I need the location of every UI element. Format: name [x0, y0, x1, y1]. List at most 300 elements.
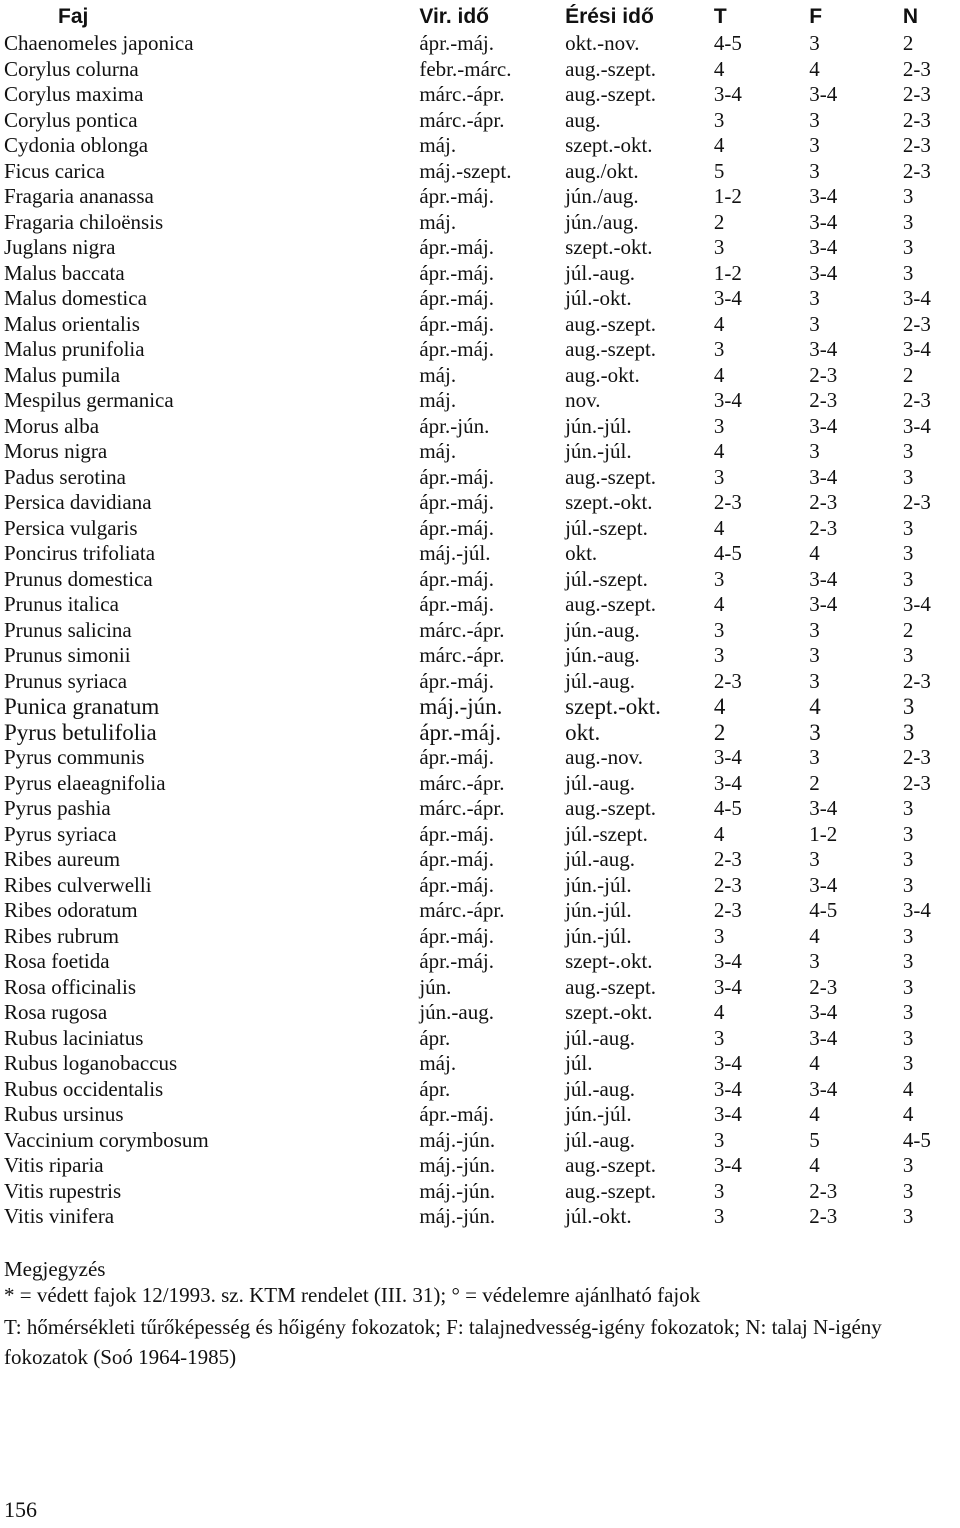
- cell-n: 4: [902, 1102, 914, 1126]
- cell-eresi-ido: aug.-szept.: [565, 337, 657, 361]
- cell-vir-ido: márc.-ápr.: [419, 643, 505, 667]
- cell-eresi-ido: júl.-aug.: [565, 1127, 636, 1152]
- cell-t: 4: [713, 515, 725, 540]
- cell-n: 3: [902, 923, 914, 948]
- cell-n: 3: [902, 974, 914, 999]
- cell-n: 3: [902, 260, 914, 285]
- cell-f: 4: [809, 694, 821, 719]
- table-header-row: [4, 4, 960, 31]
- cell-faj: Chaenomeles japonica: [4, 31, 194, 55]
- cell-eresi-ido: okt.: [565, 541, 598, 565]
- cell-vir-ido: jún.-aug.: [419, 1000, 494, 1024]
- cell-faj: Corylus maxima: [4, 82, 144, 106]
- cell-f: 3-4: [809, 1076, 838, 1101]
- cell-n: 2-3: [902, 311, 931, 336]
- cell-faj: Pyrus pashia: [4, 796, 111, 820]
- cell-t: 3-4: [713, 82, 742, 106]
- table-row: [4, 898, 960, 924]
- cell-t: 5: [713, 158, 725, 183]
- cell-eresi-ido: júl.-aug.: [565, 770, 636, 795]
- header-t: T: [713, 5, 727, 28]
- header-n: N: [902, 5, 918, 28]
- cell-f: 3: [809, 643, 820, 667]
- cell-faj: Pyrus syriaca: [4, 821, 117, 846]
- cell-eresi-ido: szept.-okt.: [565, 133, 653, 157]
- cell-f: 3: [809, 847, 820, 871]
- cell-n: 3: [902, 949, 914, 973]
- cell-vir-ido: ápr.-máj.: [419, 745, 494, 769]
- cell-vir-ido: máj.-jún.: [419, 694, 503, 719]
- table-row: [4, 1179, 960, 1205]
- cell-n: 3: [902, 1025, 914, 1050]
- cell-f: 3-4: [809, 1025, 838, 1050]
- cell-eresi-ido: aug.-szept.: [565, 56, 657, 81]
- cell-f: 3: [809, 668, 820, 693]
- cell-t: 3-4: [713, 286, 742, 310]
- table-row: [4, 82, 960, 108]
- cell-n: 3: [902, 209, 914, 234]
- cell-vir-ido: márc.-ápr.: [419, 617, 505, 642]
- cell-f: 4: [809, 541, 820, 565]
- cell-t: 3-4: [713, 770, 742, 795]
- cell-n: 2-3: [902, 158, 931, 183]
- cell-n: 3: [902, 541, 914, 565]
- cell-n: 3: [902, 821, 914, 846]
- cell-t: 3-4: [713, 949, 742, 973]
- notes-heading: Megjegyzés: [4, 1257, 106, 1281]
- cell-vir-ido: ápr.-máj.: [419, 515, 494, 540]
- cell-faj: Malus pumila: [4, 362, 121, 387]
- cell-faj: Vaccinium corymbosum: [4, 1127, 209, 1152]
- table-row: [4, 312, 960, 338]
- cell-vir-ido: máj.: [419, 439, 457, 463]
- cell-eresi-ido: júl.-szept.: [565, 566, 648, 591]
- cell-t: 4: [713, 694, 726, 719]
- cell-f: 2-3: [809, 490, 838, 514]
- cell-eresi-ido: aug.-szept.: [565, 311, 657, 336]
- cell-n: 3: [902, 1178, 914, 1203]
- table-row: [4, 924, 960, 950]
- table-row: [4, 516, 960, 542]
- cell-f: 3: [809, 719, 821, 745]
- cell-t: 2-3: [713, 668, 742, 693]
- cell-t: 3-4: [713, 1153, 742, 1177]
- cell-vir-ido: máj.: [419, 1051, 457, 1075]
- cell-eresi-ido: jún./aug.: [565, 184, 639, 208]
- cell-t: 4: [713, 362, 725, 387]
- species-table: [4, 4, 960, 1230]
- cell-t: 4-5: [713, 31, 742, 55]
- table-row: [4, 873, 960, 899]
- cell-vir-ido: máj.: [419, 133, 457, 157]
- cell-eresi-ido: jún.-júl.: [565, 872, 632, 897]
- table-row: [4, 465, 960, 491]
- cell-t: 4: [713, 821, 725, 846]
- cell-eresi-ido: júl.-szept.: [565, 515, 648, 540]
- table-row: [4, 133, 960, 159]
- header-eresi-ido: Érési idő: [565, 5, 654, 28]
- table-row: [4, 771, 960, 797]
- cell-eresi-ido: jún.-aug.: [565, 617, 640, 642]
- cell-faj: Rosa foetida: [4, 949, 110, 973]
- cell-t: 4: [713, 311, 725, 336]
- table-row: [4, 337, 960, 363]
- cell-n: 2-3: [902, 56, 931, 81]
- header-f: F: [809, 5, 823, 28]
- cell-n: 2-3: [902, 770, 931, 795]
- cell-n: 3-4: [902, 413, 931, 438]
- table-row: [4, 31, 960, 57]
- cell-faj: Prunus salicina: [4, 617, 132, 642]
- cell-f: 3: [809, 745, 820, 769]
- cell-n: 3: [902, 796, 914, 820]
- cell-n: 2-3: [902, 388, 931, 412]
- cell-t: 3: [713, 1127, 725, 1152]
- cell-faj: Morus alba: [4, 413, 100, 438]
- cell-n: 2-3: [902, 745, 931, 769]
- cell-vir-ido: máj.-jún.: [419, 1153, 496, 1177]
- cell-n: 3: [902, 235, 914, 259]
- cell-eresi-ido: aug.-szept.: [565, 464, 657, 489]
- cell-f: 2-3: [809, 1178, 838, 1203]
- cell-n: 3: [902, 847, 914, 871]
- cell-vir-ido: ápr.-máj.: [419, 311, 494, 336]
- cell-f: 3: [809, 158, 820, 183]
- cell-faj: Ribes aureum: [4, 847, 121, 871]
- cell-f: 3-4: [809, 184, 838, 208]
- cell-faj: Pyrus betulifolia: [4, 719, 157, 745]
- cell-t: 4: [713, 56, 725, 81]
- cell-eresi-ido: jún./aug.: [565, 209, 639, 234]
- cell-t: 3: [713, 1025, 725, 1050]
- cell-f: 3-4: [809, 566, 838, 591]
- table-row: [4, 949, 960, 975]
- cell-eresi-ido: jún.-júl.: [565, 439, 632, 463]
- cell-f: 3-4: [809, 1000, 838, 1024]
- cell-faj: Pyrus communis: [4, 745, 145, 769]
- cell-n: 3: [902, 515, 914, 540]
- cell-vir-ido: máj.: [419, 362, 457, 387]
- cell-eresi-ido: aug.: [565, 107, 601, 132]
- cell-vir-ido: máj.: [419, 209, 457, 234]
- table-row: [4, 1000, 960, 1026]
- cell-t: 2-3: [713, 872, 742, 897]
- cell-eresi-ido: júl.-szept.: [565, 821, 648, 846]
- cell-t: 4: [713, 592, 725, 616]
- table-row: [4, 796, 960, 822]
- cell-n: 2-3: [902, 668, 931, 693]
- cell-vir-ido: márc.-ápr.: [419, 82, 505, 106]
- cell-f: 3: [809, 133, 820, 157]
- cell-n: 3: [902, 1153, 914, 1177]
- cell-f: 3-4: [809, 413, 838, 438]
- cell-faj: Pyrus elaeagnifolia: [4, 770, 166, 795]
- cell-faj: Prunus domestica: [4, 566, 153, 591]
- cell-n: 3: [902, 1000, 914, 1024]
- table-row: [4, 1077, 960, 1103]
- cell-vir-ido: ápr.-máj.: [419, 668, 494, 693]
- cell-t: 3: [713, 923, 725, 948]
- table-row: [4, 159, 960, 185]
- cell-eresi-ido: aug.-szept.: [565, 592, 657, 616]
- cell-f: 5: [809, 1127, 820, 1152]
- table-row: [4, 490, 960, 516]
- cell-f: 4: [809, 923, 820, 948]
- table-row: [4, 1153, 960, 1179]
- cell-vir-ido: márc.-ápr.: [419, 898, 505, 922]
- cell-eresi-ido: okt.: [565, 719, 601, 745]
- cell-eresi-ido: jún.-júl.: [565, 923, 632, 948]
- cell-faj: Fragaria chiloënsis: [4, 209, 164, 234]
- cell-eresi-ido: nov.: [565, 388, 601, 412]
- cell-n: 3-4: [902, 337, 931, 361]
- table-row: [4, 286, 960, 312]
- cell-vir-ido: máj.-júl.: [419, 541, 491, 565]
- page-number: 156: [4, 1497, 37, 1522]
- cell-vir-ido: ápr.-máj.: [419, 490, 494, 514]
- cell-t: 4: [713, 439, 725, 463]
- table-row: [4, 618, 960, 644]
- cell-f: 3-4: [809, 796, 838, 820]
- cell-faj: Ribes rubrum: [4, 923, 119, 948]
- table-row: [4, 1026, 960, 1052]
- cell-f: 3: [809, 286, 820, 310]
- table-row: [4, 235, 960, 261]
- cell-faj: Malus orientalis: [4, 311, 140, 336]
- cell-t: 3: [713, 337, 725, 361]
- cell-vir-ido: ápr.-máj.: [419, 235, 494, 259]
- cell-eresi-ido: aug.-szept.: [565, 1153, 657, 1177]
- cell-t: 3: [713, 617, 725, 642]
- cell-n: 4-5: [902, 1127, 931, 1152]
- cell-n: 3-4: [902, 592, 931, 616]
- cell-vir-ido: ápr.-máj.: [419, 949, 494, 973]
- cell-vir-ido: jún.: [419, 974, 452, 999]
- cell-t: 3-4: [713, 1102, 742, 1126]
- cell-t: 4-5: [713, 541, 742, 565]
- table-row: [4, 822, 960, 848]
- cell-faj: Rubus ursinus: [4, 1102, 124, 1126]
- cell-eresi-ido: szept.-okt.: [565, 235, 653, 259]
- cell-t: 2-3: [713, 898, 742, 922]
- cell-t: 3: [713, 413, 725, 438]
- cell-faj: Malus domestica: [4, 286, 147, 310]
- cell-n: 4: [902, 1076, 914, 1101]
- cell-vir-ido: ápr.-máj.: [419, 464, 494, 489]
- cell-n: 3: [902, 566, 914, 591]
- cell-faj: Corylus colurna: [4, 56, 139, 81]
- cell-faj: Rosa rugosa: [4, 1000, 108, 1024]
- cell-n: 2: [902, 31, 914, 55]
- header-vir-ido: Vir. idő: [419, 5, 489, 28]
- cell-t: 4-5: [713, 796, 742, 820]
- cell-eresi-ido: jún.-aug.: [565, 643, 640, 667]
- header-faj: Faj: [58, 5, 89, 28]
- cell-t: 3: [713, 1204, 725, 1228]
- cell-f: 4: [809, 56, 820, 81]
- cell-vir-ido: máj.: [419, 388, 457, 412]
- table-row: [4, 694, 960, 720]
- table-row: [4, 1102, 960, 1128]
- cell-f: 3: [809, 617, 820, 642]
- cell-eresi-ido: jún.-júl.: [565, 1102, 632, 1126]
- cell-vir-ido: ápr.-máj.: [419, 566, 494, 591]
- cell-faj: Rosa officinalis: [4, 974, 137, 999]
- cell-n: 2: [902, 617, 914, 642]
- cell-t: 3: [713, 464, 725, 489]
- cell-n: 3-4: [902, 286, 931, 310]
- cell-eresi-ido: szept.-okt.: [565, 694, 661, 719]
- cell-f: 4: [809, 1153, 820, 1177]
- cell-t: 2: [713, 719, 726, 745]
- cell-vir-ido: ápr.-máj.: [419, 592, 494, 616]
- cell-f: 3: [809, 311, 820, 336]
- cell-f: 3-4: [809, 337, 838, 361]
- cell-eresi-ido: júl.-aug.: [565, 847, 636, 871]
- cell-n: 3: [902, 694, 915, 719]
- cell-n: 2-3: [902, 107, 931, 132]
- cell-t: 3: [713, 235, 725, 259]
- cell-t: 4: [713, 133, 725, 157]
- cell-vir-ido: ápr.-máj.: [419, 1102, 494, 1126]
- cell-f: 4: [809, 1102, 820, 1126]
- cell-t: 2-3: [713, 490, 742, 514]
- table-row: [4, 363, 960, 389]
- cell-vir-ido: ápr.: [419, 1025, 451, 1050]
- notes-protected-species: * = védett fajok 12/1993. sz. KTM rendelet (III. 31); ° = védelemre ajánlható fajok: [4, 1283, 701, 1307]
- cell-t: 1-2: [713, 184, 742, 208]
- table-row: [4, 643, 960, 669]
- cell-eresi-ido: jún.-júl.: [565, 898, 632, 922]
- cell-f: 3-4: [809, 209, 838, 234]
- cell-n: 3-4: [902, 898, 931, 922]
- cell-faj: Mespilus germanica: [4, 388, 174, 412]
- table-row: [4, 567, 960, 593]
- cell-t: 3: [713, 107, 725, 132]
- cell-faj: Prunus syriaca: [4, 668, 128, 693]
- cell-f: 3: [809, 439, 820, 463]
- cell-faj: Rubus occidentalis: [4, 1076, 164, 1101]
- cell-t: 4: [713, 1000, 725, 1024]
- cell-vir-ido: ápr.: [419, 1076, 451, 1101]
- table-row: [4, 975, 960, 1001]
- cell-faj: Ribes culverwelli: [4, 872, 152, 897]
- cell-t: 3-4: [713, 1076, 742, 1101]
- table-row: [4, 210, 960, 236]
- cell-t: 3-4: [713, 1051, 742, 1075]
- cell-eresi-ido: szept-.okt.: [565, 949, 653, 973]
- cell-faj: Vitis rupestris: [4, 1178, 122, 1203]
- cell-eresi-ido: júl.-aug.: [565, 260, 636, 285]
- cell-t: 2-3: [713, 847, 742, 871]
- cell-vir-ido: máj.-jún.: [419, 1178, 496, 1203]
- cell-eresi-ido: aug.-szept.: [565, 1178, 657, 1203]
- cell-f: 2-3: [809, 388, 838, 412]
- cell-n: 3: [902, 464, 914, 489]
- cell-faj: Prunus italica: [4, 592, 119, 616]
- cell-vir-ido: ápr.-máj.: [419, 872, 494, 897]
- cell-t: 2: [713, 209, 725, 234]
- cell-n: 3: [902, 1051, 914, 1075]
- cell-faj: Persica vulgaris: [4, 515, 138, 540]
- cell-n: 2: [902, 362, 914, 387]
- cell-eresi-ido: okt.-nov.: [565, 31, 640, 55]
- cell-vir-ido: ápr.-máj.: [419, 923, 494, 948]
- cell-vir-ido: máj.-jún.: [419, 1127, 496, 1152]
- table-row: [4, 388, 960, 414]
- cell-f: 3-4: [809, 260, 838, 285]
- cell-faj: Cydonia oblonga: [4, 133, 149, 157]
- cell-f: 3-4: [809, 82, 838, 106]
- cell-n: 3: [902, 719, 915, 745]
- cell-eresi-ido: aug.-nov.: [565, 745, 644, 769]
- table-row: [4, 847, 960, 873]
- cell-n: 2-3: [902, 133, 931, 157]
- table-row: [4, 541, 960, 567]
- cell-eresi-ido: szept.-okt.: [565, 1000, 653, 1024]
- table-row: [4, 414, 960, 440]
- cell-faj: Poncirus trifoliata: [4, 541, 156, 565]
- cell-vir-ido: ápr.-máj.: [419, 31, 494, 55]
- cell-faj: Malus baccata: [4, 260, 125, 285]
- cell-n: 3: [902, 872, 914, 897]
- cell-eresi-ido: jún.-júl.: [565, 413, 632, 438]
- cell-f: 2-3: [809, 1204, 838, 1228]
- cell-n: 3: [902, 184, 914, 208]
- cell-f: 2-3: [809, 362, 838, 387]
- cell-t: 3: [713, 1178, 725, 1203]
- cell-faj: Prunus simonii: [4, 643, 131, 667]
- cell-vir-ido: ápr.-máj.: [419, 847, 494, 871]
- cell-vir-ido: febr.-márc.: [419, 56, 512, 81]
- cell-faj: Persica davidiana: [4, 490, 152, 514]
- cell-f: 2-3: [809, 974, 838, 999]
- table-row: [4, 592, 960, 618]
- cell-faj: Rubus loganobaccus: [4, 1051, 178, 1075]
- table-row: [4, 261, 960, 287]
- table-body: [4, 31, 960, 1230]
- cell-f: 3: [809, 31, 820, 55]
- cell-eresi-ido: aug.-szept.: [565, 82, 657, 106]
- cell-vir-ido: ápr.-jún.: [419, 413, 490, 438]
- cell-f: 3: [809, 107, 820, 132]
- table-row: [4, 108, 960, 134]
- cell-vir-ido: ápr.-máj.: [419, 286, 494, 310]
- cell-t: 3: [713, 643, 725, 667]
- cell-vir-ido: máj.-szept.: [419, 158, 512, 183]
- cell-t: 1-2: [713, 260, 742, 285]
- cell-eresi-ido: aug.-szept.: [565, 796, 657, 820]
- cell-eresi-ido: júl.-okt.: [565, 286, 632, 310]
- cell-vir-ido: ápr.-máj.: [419, 719, 502, 745]
- cell-eresi-ido: júl.-okt.: [565, 1204, 632, 1228]
- table-row: [4, 669, 960, 695]
- cell-vir-ido: ápr.-máj.: [419, 184, 494, 208]
- cell-f: 3-4: [809, 235, 838, 259]
- cell-faj: Morus nigra: [4, 439, 108, 463]
- table-row: [4, 720, 960, 746]
- cell-t: 3-4: [713, 388, 742, 412]
- cell-eresi-ido: aug.-szept.: [565, 974, 657, 999]
- cell-faj: Corylus pontica: [4, 107, 138, 132]
- cell-f: 3-4: [809, 592, 838, 616]
- cell-eresi-ido: júl.: [565, 1051, 593, 1075]
- cell-vir-ido: márc.-ápr.: [419, 796, 505, 820]
- cell-eresi-ido: aug.-okt.: [565, 362, 640, 387]
- cell-f: 4: [809, 1051, 820, 1075]
- cell-f: 3: [809, 949, 820, 973]
- cell-f: 2: [809, 770, 820, 795]
